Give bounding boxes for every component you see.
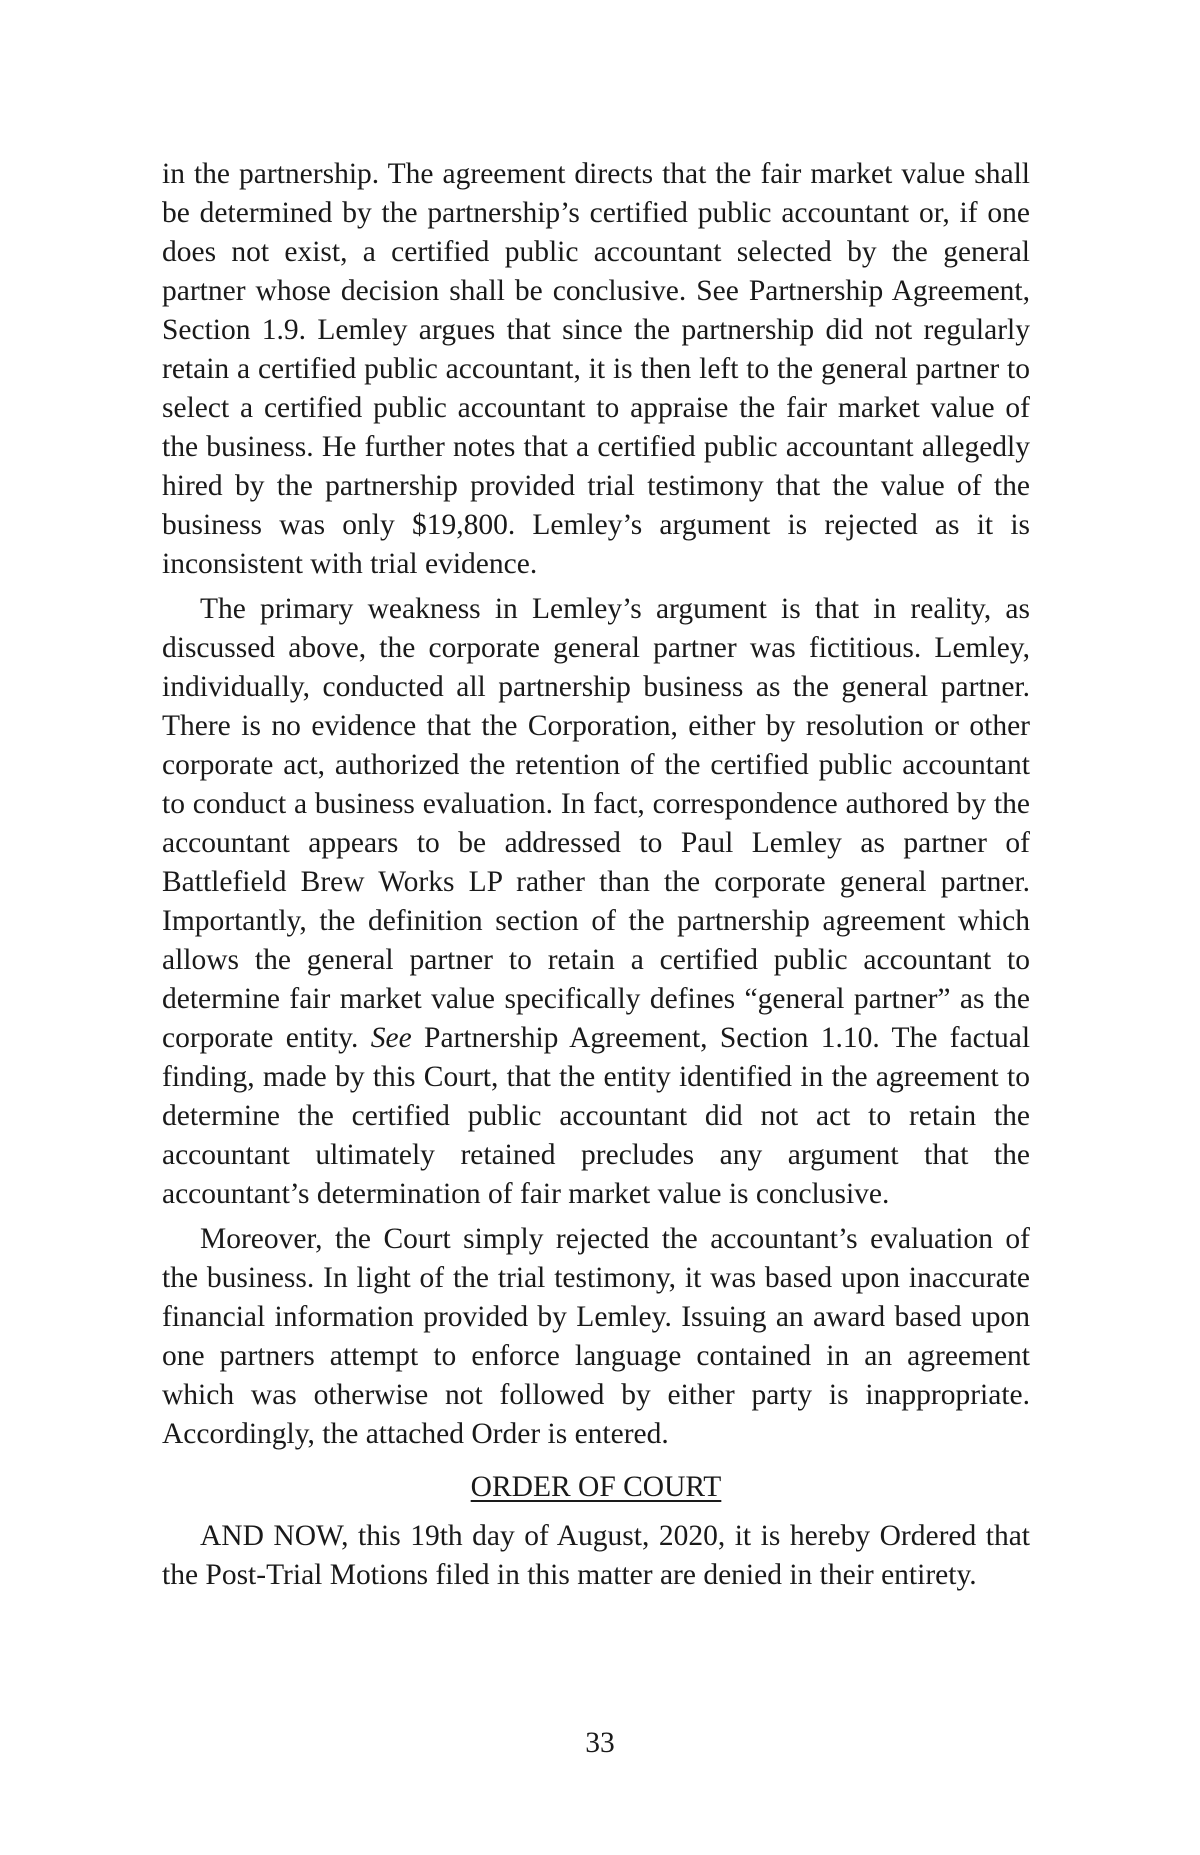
order-heading: ORDER OF COURT xyxy=(470,1471,722,1503)
paragraph-3: Moreover, the Court simply rejected the accountant’s evaluation of the business. In light of the trial testimony, it was based upon inaccurate financial information provided by Lemley. Issuing an award based upon one partners attempt to enforce language contained in an agreement which was otherwise not followed by either party is inappropriate. Accordingly, the attached Order is entered. xyxy=(162,1223,1030,1450)
paragraph-2-text: The primary weakness in Lemley’s argument is that in reality, as discussed above, the corporate general partner was fictitious. Lemley, individually, conducted all partnership business as the general partner. There is no evidence that the Corporation, either by resolution or other corporate act, authorized the retention of the certified public accountant to conduct a business evaluation. In fact, correspondence authored by the accountant appears to be addressed to Paul Lemley as partner of Battlefield Brew Works LP rather than the corporate general partner. Importantly, the definition section of the partnership agreement which allows the general partner to retain a certified public accountant to determine fair market value specifically defines “general partner” as the corporate entity. xyxy=(162,593,1030,1054)
page-number: 33 xyxy=(585,1727,615,1759)
paragraph-2-text-after: Partnership Agreement, Section 1.10. The factual finding, made by this Court, that the entity identified in the agreement to determine the certified public accountant did not act to retain the accountant ultimately retained precludes any argument that the accountant’s determination of fair market value is conclusive. xyxy=(162,1022,1031,1210)
paragraph-2 xyxy=(162,590,1030,1214)
order-paragraph: AND NOW, this 19th day of August, 2020, it is hereby Ordered that the Post-Trial Motions filed in this matter are denied in their entirety. xyxy=(162,1520,1030,1591)
paragraph-1: in the partnership. The agreement directs that the fair market value shall be determined by the partnership’s certified public accountant or, if one does not exist, a certified public accountant selected by the general partner whose decision shall be conclusive. See Partnership Agreement, Section 1.9. Lemley argues that since the partnership did not regularly retain a certified public accountant, it is then left to the general partner to select a certified public accountant to appraise the fair market value of the business. He further notes that a certified public accountant allegedly hired by the partnership provided trial testimony that the value of the business was only $19,800. Lemley’s argument is rejected as it is inconsistent with trial evidence. xyxy=(162,158,1030,580)
document-body xyxy=(162,155,1030,1601)
paragraph-2-italic-see: See xyxy=(370,1022,412,1054)
